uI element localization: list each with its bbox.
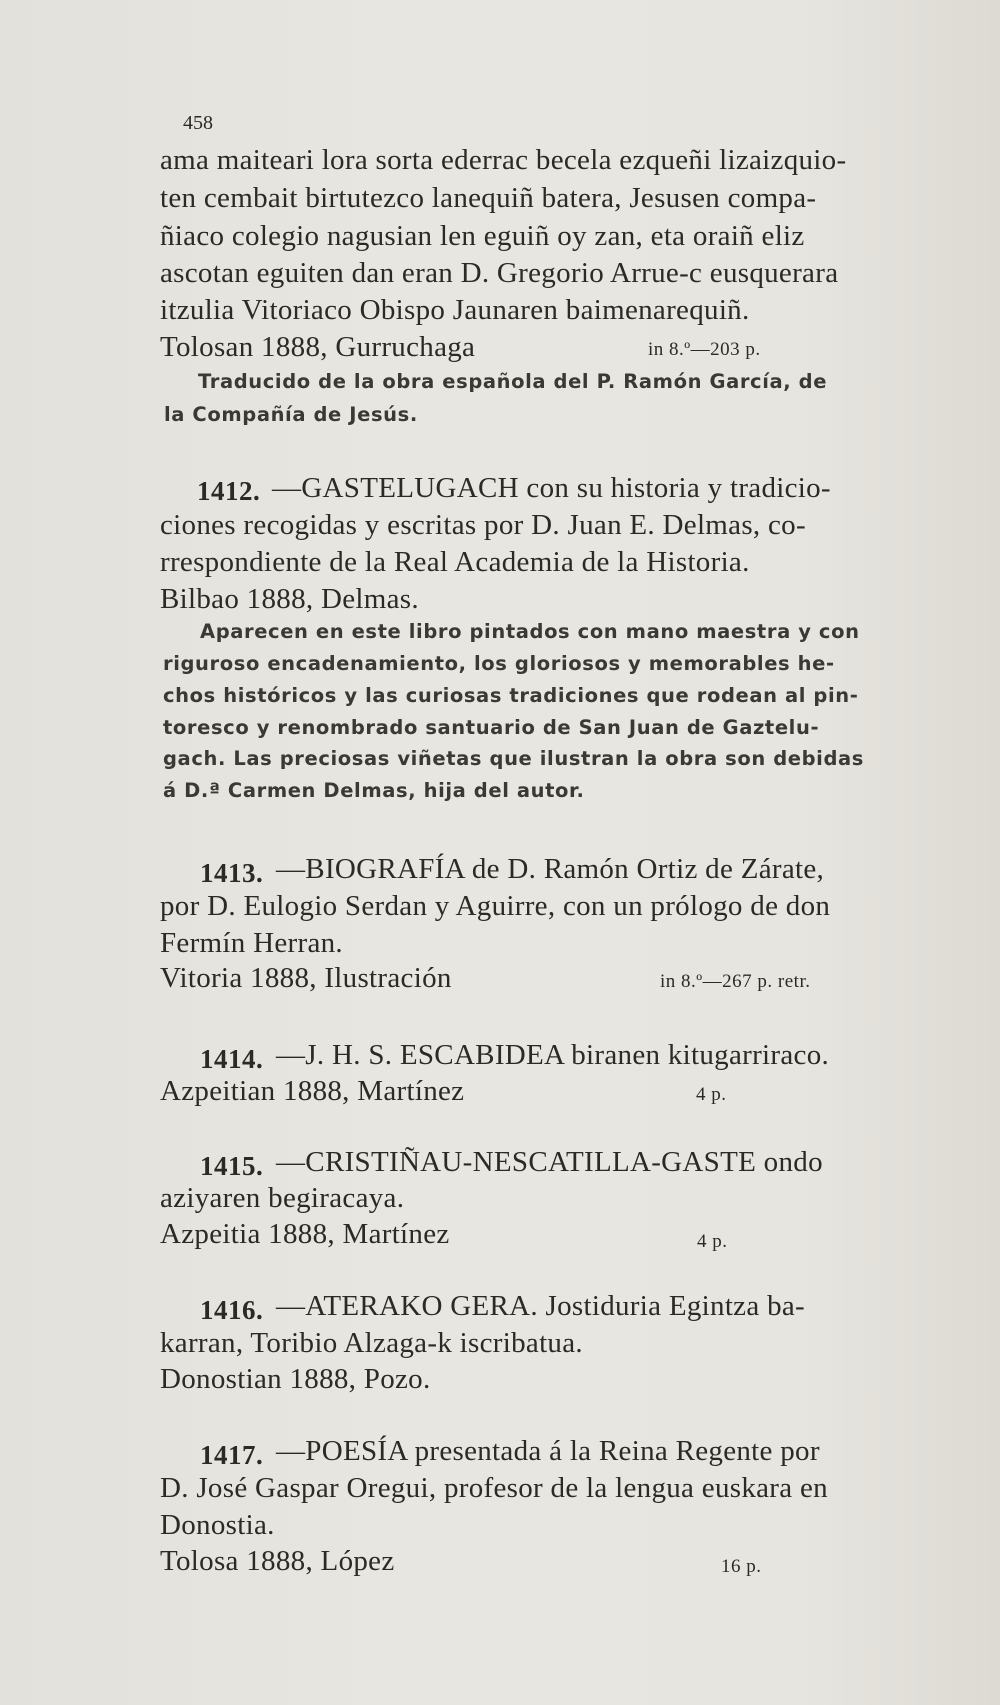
entry-number: 1415. (200, 1151, 264, 1181)
entry-note-line: riguroso encadenamiento, los gloriosos y memorables he- (163, 652, 835, 675)
entry-note-line: gach. Las preciosas viñetas que ilustran la obra son debidas (163, 747, 864, 770)
entry-line: —BIOGRAFÍA de D. Ramón Ortiz de Zárate, (276, 853, 825, 885)
entry-line: ciones recogidas y escritas por D. Juan E. Delmas, co- (160, 509, 806, 541)
intro-line: ten cembait birtutezco lanequiñ batera, Jesusen compa- (160, 182, 817, 214)
entry-line: —ATERAKO GERA. Jostiduria Egintza ba- (276, 1290, 805, 1322)
entry-line: Donostia. (160, 1509, 275, 1541)
intro-line: ascotan eguiten dan eran D. Gregorio Arrue-c eusquerara (160, 257, 839, 289)
page-number: 458 (183, 112, 213, 134)
intro-line: ama maiteari lora sorta ederrac becela ezqueñi lizaizquio- (160, 144, 847, 176)
entry-line: Fermín Herran. (160, 927, 343, 959)
entry-line: —CRISTIÑAU-NESCATILLA-GASTE ondo (276, 1146, 823, 1178)
entry-format: in 8.º—267 p. retr. (660, 971, 811, 992)
entry-line: rrespondiente de la Real Academia de la Historia. (160, 546, 750, 578)
entry-line: D. José Gaspar Oregui, profesor de la lengua euskara en (160, 1472, 828, 1504)
entry-line: —J. H. S. ESCABIDEA biranen kitugarriraco. (276, 1039, 830, 1071)
entry-note-line: toresco y renombrado santuario de San Juan de Gaztelu- (163, 716, 820, 739)
intro-note-line: Traducido de la obra española del P. Ramón García, de (198, 370, 828, 393)
entry-format: 4 p. (696, 1084, 727, 1105)
entry-note-line: chos históricos y las curiosas tradiciones que rodean al pin- (163, 684, 859, 707)
entry-note-line: Aparecen en este libro pintados con mano maestra y con (200, 620, 860, 643)
entry-number: 1414. (200, 1044, 264, 1074)
intro-format: in 8.º—203 p. (648, 339, 761, 360)
intro-line: ñiaco colegio nagusian len eguiñ oy zan, eta oraiñ eliz (160, 220, 805, 252)
entry-imprint: Tolosa 1888, López (160, 1545, 395, 1577)
entry-number: 1413. (200, 858, 264, 888)
entry-format: 16 p. (721, 1556, 762, 1577)
entry-line: aziyaren begiracaya. (160, 1182, 405, 1214)
entry-imprint: Azpeitian 1888, Martínez (160, 1075, 465, 1107)
entry-line: por D. Eulogio Serdan y Aguirre, con un prólogo de don (160, 890, 831, 922)
entry-line: —POESÍA presentada á la Reina Regente por (276, 1435, 820, 1467)
entry-imprint: Donostian 1888, Pozo. (160, 1363, 431, 1395)
entry-number: 1412. (197, 476, 261, 506)
intro-line: itzulia Vitoriaco Obispo Jaunaren baimenarequiñ. (160, 294, 750, 326)
entry-number: 1417. (200, 1440, 264, 1470)
entry-line: —GASTELUGACH con su historia y tradicio- (272, 472, 831, 504)
entry-note-line: á D.ª Carmen Delmas, hija del autor. (163, 779, 585, 802)
entry-line: karran, Toribio Alzaga-k iscribatua. (160, 1327, 583, 1359)
entry-imprint: Azpeitia 1888, Martínez (160, 1218, 450, 1250)
entry-imprint: Bilbao 1888, Delmas. (160, 583, 419, 615)
entry-number: 1416. (200, 1295, 264, 1325)
entry-format: 4 p. (697, 1231, 728, 1252)
intro-note-line: la Compañía de Jesús. (164, 403, 418, 426)
intro-imprint: Tolosan 1888, Gurruchaga (160, 331, 476, 363)
entry-imprint: Vitoria 1888, Ilustración (160, 962, 452, 994)
